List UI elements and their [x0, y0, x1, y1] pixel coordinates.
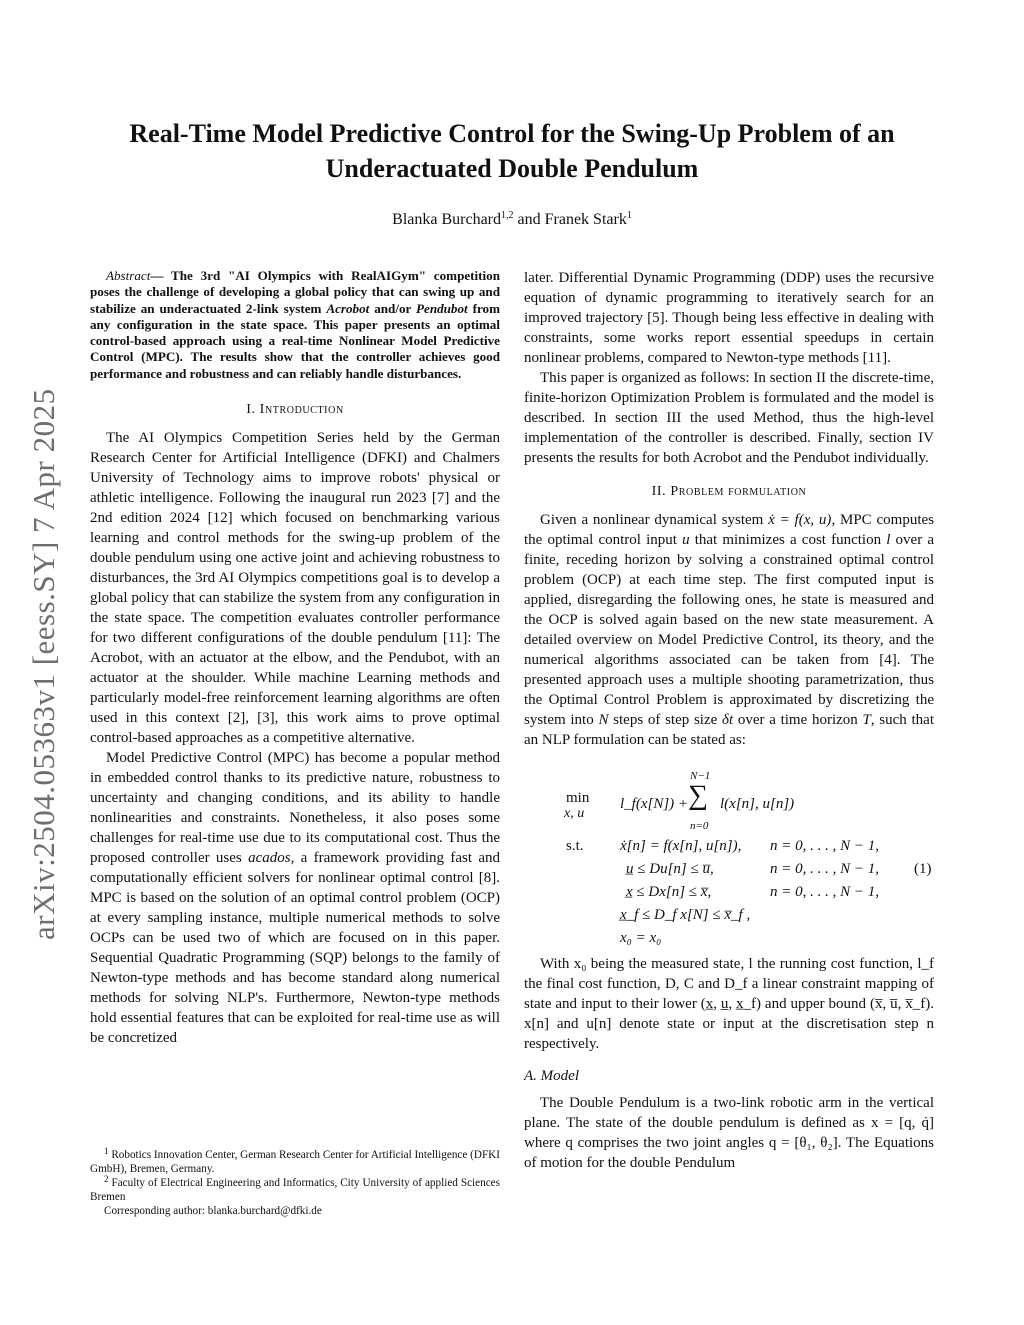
title-line-1: Real-Time Model Predictive Control for the Swing-Up Problem of an [129, 119, 895, 148]
author-1: Blanka Burchard [392, 211, 502, 228]
eq-initial-state: x₀ = x₀ [620, 930, 662, 946]
eq-min: min [566, 790, 590, 806]
abstract-label: Abstract [106, 268, 151, 283]
eq-constraint-input-range: n = 0, . . . , N − 1, [770, 861, 879, 877]
section-heading-introduction: I. Introduction [246, 402, 344, 418]
footnote-2: $^2$ Faculty of Electrical Engineering and Informatics, City University of applied Sciences Bremen [90, 1174, 500, 1203]
eq-constraint-terminal: x̲_f ≤ D_f x[N] ≤ x̅_f , [620, 907, 751, 923]
title-line-2: Underactuated Double Pendulum [325, 154, 699, 183]
author-2: and Franek Stark [517, 211, 627, 228]
intro-paragraph-3: later. Differential Dynamic Programming (DDP) uses the recursive equation of dynamic programming to iteratively search for an improved trajectory [5]. Though being less effective in dealing with constraints, some works report essential speedups in certain nonlinear problems, compared to Newton-type methods [11]. [524, 270, 934, 366]
left-column [90, 268, 500, 1048]
paper-title [80, 116, 944, 186]
footnotes [90, 1148, 500, 1218]
problem-paragraph-1: Given a nonlinear dynamical system ẋ = f(x, u), MPC computes the optimal control input u that minimizes a cost function l over a finite, receding horizon by solving a constrained optimal control problem (OCP) at each time step. The first computed input is applied, disregarding the following ones, he state is measured and the OCP is solved again based on the new state measurement. A detailed overview on Model Predictive Control, its theory, and the numerical algorithms associated can be taken from [4]. The presented approach uses a multiple shooting parametrization, thus the Optimal Control Problem is approximated by discretizing the system into N steps of step size δt over a time horizon T, such that an NLP formulation can be stated as: [524, 512, 935, 748]
eq-number: (1) [914, 861, 932, 877]
intro-paragraph-1: The AI Olympics Competition Series held by the German Research Center for Artificial Intelligence (DFKI) and Chalmers University of Technology aims to improve robots' physical or athletic intelligence. Following the inaugural run 2023 [7] and the 2nd edition 2024 [12] which focused on benchmarking various learning and control methods for the swing-up problem of the double pendulum using one active joint and achieving robustness to disturbances, the 3rd AI Olympics competitions goal is to develop a global policy that can stabilize the system from any configuration in the state space. The competition evaluates controller performance for two different configurations of the double pendulum [11]: The Acrobot, with an actuator at the elbow, and the Pendubot, with an actuator at the shoulder. While machine Learning methods and particularly model-free reinforcement learning algorithms are often used in this context [2], [3], this work aims to prove optimal control-based approaches as a competitive alternative. [90, 430, 500, 747]
model-paragraph-1: The Double Pendulum is a two-link robotic arm in the vertical plane. The state of the double pendulum is defined as x = [q, q̇] where q comprises the two joint angles q = [θ₁, θ₂]. The Equations of motion for the double Pendulum [524, 1095, 934, 1171]
eq-sum-top: N−1 [690, 770, 711, 782]
eq-min-vars: x, u [564, 806, 585, 821]
eq-running-cost: l(x[n], u[n]) [720, 796, 795, 812]
eq-constraint-input: u̲ ≤ Du[n] ≤ u̅, [626, 861, 714, 877]
arxiv-identifier: arXiv:2504.05363v1 [eess.SY] 7 Apr 2025 [26, 388, 61, 940]
problem-paragraph-2: With x₀ being the measured state, l the running cost function, l_f the final cost function, D, C and D_f a linear constraint mapping of state and input to their lower (x̲, u̲, x̲_f) and upper bound (x̅, u̅, x̅_f). x[n] and u[n] denote state or input at the discretisation step n respectively. [524, 956, 934, 1052]
intro-paragraph-4: This paper is organized as follows: In section II the discrete-time, finite-horizon Optimization Problem is formulated and the model is described. In section III the used Method, thus the high-level implementation of the controller is described. Finally, section IV presents the results for both Acrobot and the Pendubot individually. [524, 370, 934, 466]
eq-sum-symbol: ∑ [688, 780, 708, 811]
abstract: Abstract— The 3rd "AI Olympics with RealAIGym" competition poses the challenge of developing a global policy that can swing up and stabilize an underactuated 2-link system Acrobot and/or Pendubot from any configuration in the state space. This paper presents an optimal control-based approach using a real-time Nonlinear Model Predictive Control (MPC). The results show that the controller achieves good performance and robustness and can reliably handle disturbances. [90, 268, 500, 381]
eq-terminal-cost: l_f(x[N]) + [620, 796, 689, 812]
equation-nlp [524, 750, 934, 946]
footnote-1: $^1$ Robotics Innovation Center, German Research Center for Artificial Intelligence (DFKI GmbH), Bremen, Germany. [90, 1146, 500, 1175]
subsection-heading-model: A. Model [524, 1068, 579, 1084]
eq-constraint-dynamics: ẋ[n] = f(x[n], u[n]), [620, 838, 742, 854]
author-list [80, 211, 944, 229]
author-1-affiliation: 1,2 [501, 210, 514, 221]
eq-sum-bottom: n=0 [690, 820, 709, 832]
eq-constraint-state-range: n = 0, . . . , N − 1, [770, 884, 879, 900]
eq-constraint-state: x̲ ≤ Dx[n] ≤ x̅, [626, 884, 712, 900]
intro-paragraph-2: Model Predictive Control (MPC) has become a popular method in embedded control thanks to its predictive nature, robustness to uncertainty and changing conditions, and its ability to handle nonlinearities and constraints. Nonetheless, it also poses some challenges for real-time use due to its computational cost. Thus the proposed controller uses acados, a framework providing fast and computationally efficient solvers for nonlinear optimal control [8]. MPC is based on the solution of an optimal control problem (OCP) at every sampling instance, multiple numerical methods to solve OCPs can be used two of which are focused on in this paper. Sequential Quadratic Programming (SQP) belongs to the family of Newton-type methods and has become standard along numerical methods for solving NLP's. Furthermore, Newton-type methods hold essential features that can be exploited for real-time use as will be concretized [90, 750, 500, 1047]
section-heading-problem-formulation: II. Problem formulation [651, 484, 807, 499]
right-column [524, 268, 934, 1173]
eq-constraint-dynamics-range: n = 0, . . . , N − 1, [770, 838, 879, 854]
author-2-affiliation: 1 [626, 210, 632, 221]
eq-subject-to: s.t. [566, 838, 584, 854]
corresponding-author: Corresponding author: blanka.burchard@dfki.de [104, 1205, 322, 1217]
